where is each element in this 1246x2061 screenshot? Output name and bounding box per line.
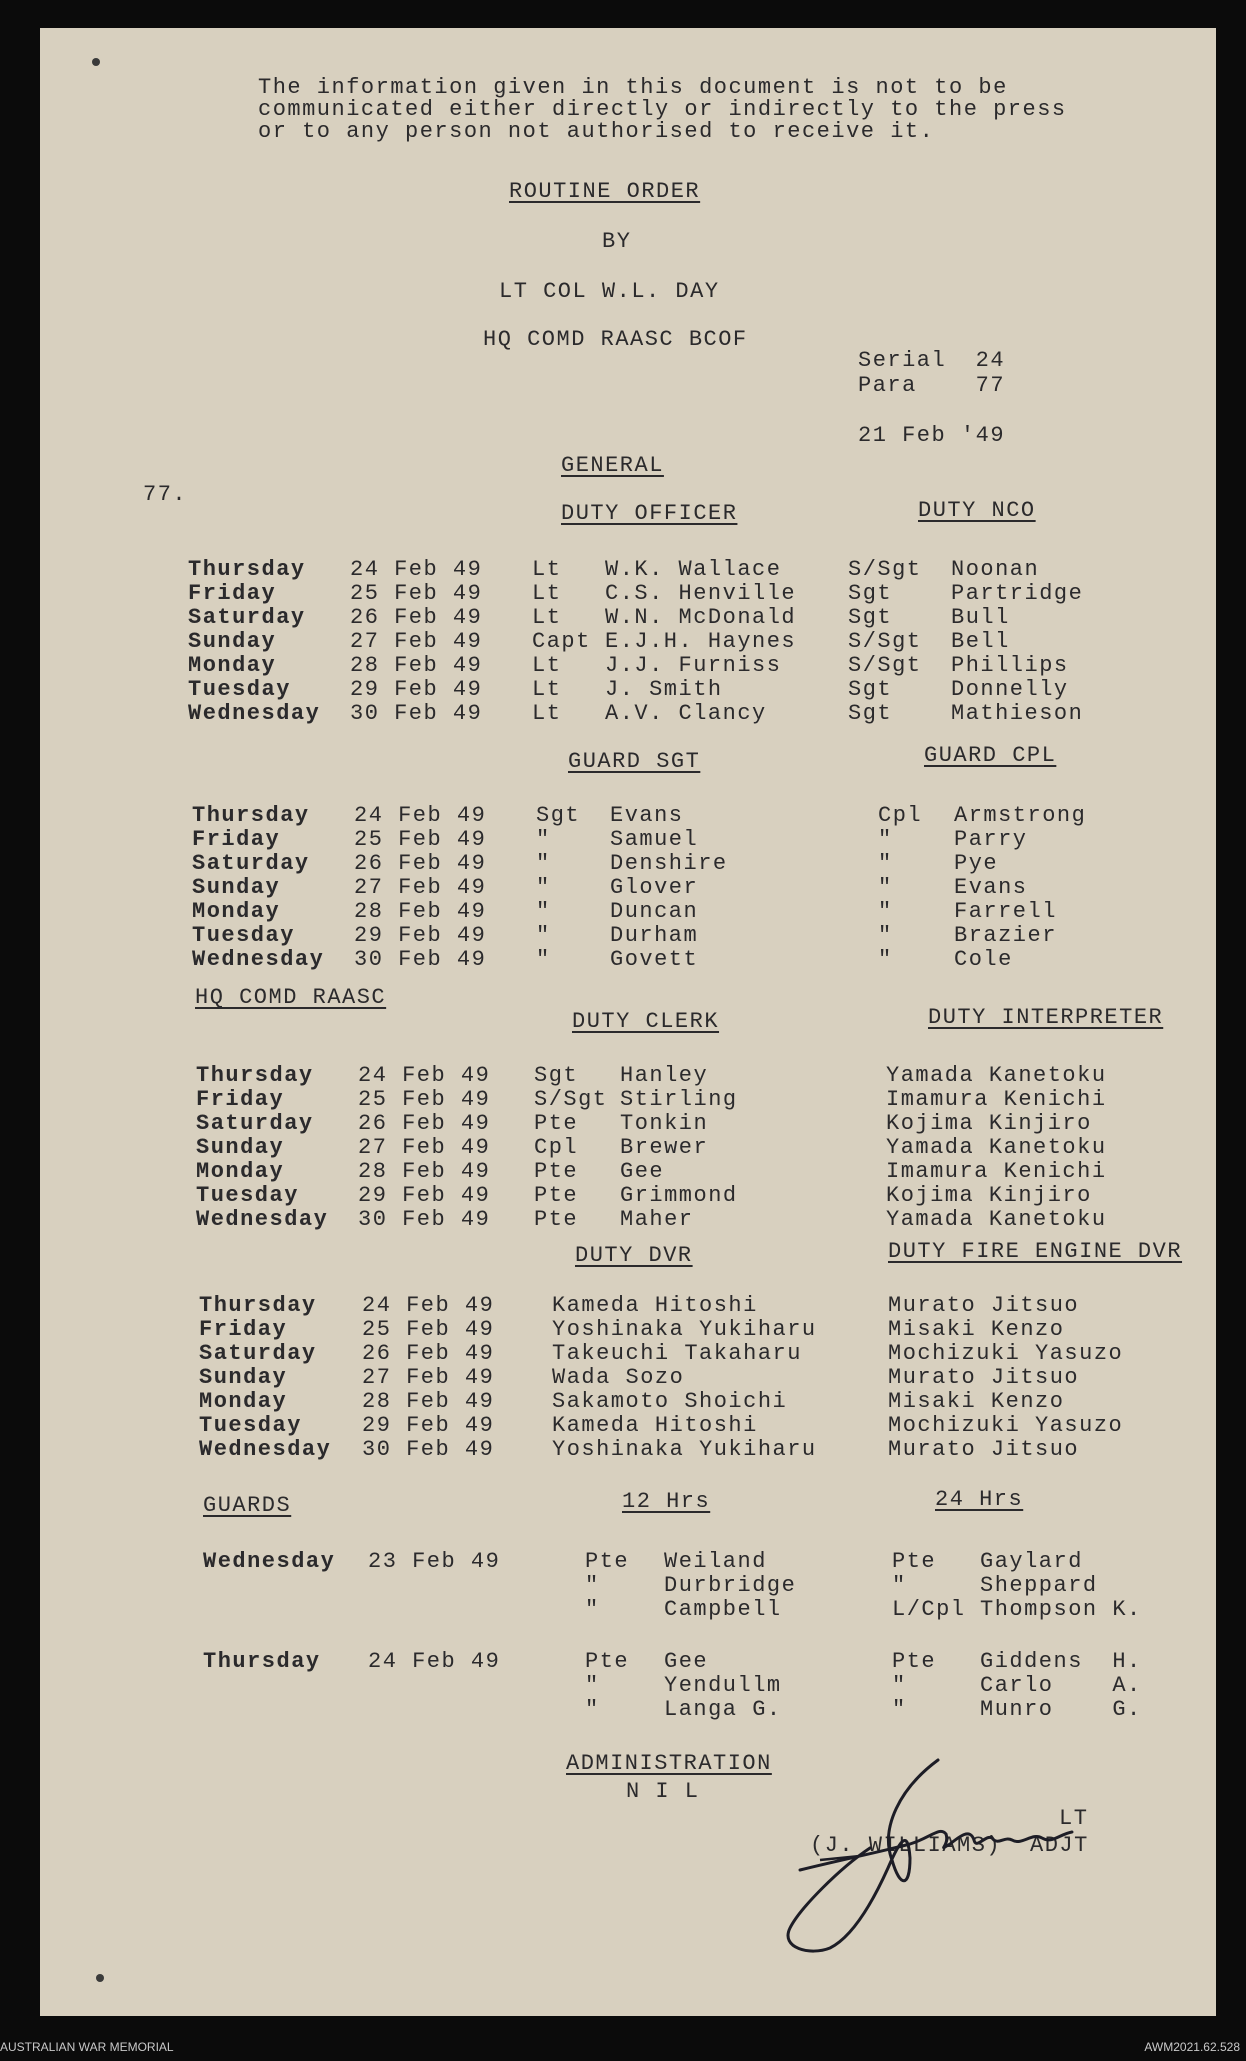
duty-officer-heading: DUTY OFFICER (561, 501, 738, 526)
order-date: 21 Feb '49 (858, 423, 1006, 448)
guard-cell: Durham (610, 923, 699, 948)
dvr-cell: Yoshinaka Yukiharu (552, 1317, 817, 1342)
clerk-cell: Imamura Kenichi (886, 1087, 1107, 1112)
para-number: 77. (143, 482, 188, 507)
duty-clerk-heading: DUTY CLERK (572, 1009, 720, 1034)
guard-cell: 30 Feb 49 (354, 947, 487, 972)
guard-cell: Armstrong (954, 803, 1087, 828)
guard-cell: " (878, 899, 893, 924)
guard-cell: " (878, 875, 893, 900)
guards-12hrs-heading: 12 Hrs (622, 1489, 711, 1514)
signatory-role: ADJT (1030, 1833, 1089, 1858)
signatory-rank: LT (1059, 1806, 1089, 1831)
duty_officer-cell: Sgt (848, 677, 893, 702)
dvr-cell: Mochizuki Yasuzo (888, 1341, 1124, 1366)
guard-cell: Duncan (610, 899, 699, 924)
dvr-cell: Yoshinaka Yukiharu (552, 1437, 817, 1462)
punch-mark (96, 1974, 104, 1982)
duty_officer-cell: Tuesday (188, 677, 291, 702)
duty_officer-cell: Friday (188, 581, 277, 606)
administration-heading: ADMINISTRATION (566, 1751, 772, 1776)
guards-cell: " (585, 1597, 600, 1622)
duty_officer-cell: Lt (532, 677, 562, 702)
guard-cell: Pye (954, 851, 999, 876)
dvr-cell: Mochizuki Yasuzo (888, 1413, 1124, 1438)
guards-24hrs-heading: 24 Hrs (935, 1487, 1024, 1512)
duty-dvr-heading: DUTY DVR (575, 1243, 693, 1268)
dvr-cell: Misaki Kenzo (888, 1389, 1065, 1414)
guard-cell: Sgt (536, 803, 581, 828)
duty_officer-cell: Lt (532, 581, 562, 606)
clerk-cell: 29 Feb 49 (358, 1183, 491, 1208)
clerk-cell: 30 Feb 49 (358, 1207, 491, 1232)
clerk-cell: Imamura Kenichi (886, 1159, 1107, 1184)
title: ROUTINE ORDER (509, 179, 701, 204)
duty_officer-cell: Bell (951, 629, 1010, 654)
clerk-cell: 24 Feb 49 (358, 1063, 491, 1088)
clerk-cell: Grimmond (620, 1183, 738, 1208)
clerk-cell: Wednesday (196, 1207, 329, 1232)
duty_officer-cell: Wednesday (188, 701, 321, 726)
duty_officer-cell: Noonan (951, 557, 1040, 582)
duty_officer-cell: Lt (532, 557, 562, 582)
clerk-cell: Stirling (620, 1087, 738, 1112)
guards-cell: 23 Feb 49 (368, 1549, 501, 1574)
clerk-cell: Yamada Kanetoku (886, 1135, 1107, 1160)
clerk-cell: 28 Feb 49 (358, 1159, 491, 1184)
guard-cell: " (878, 923, 893, 948)
duty_officer-cell: W.N. McDonald (605, 605, 797, 630)
duty-interpreter-heading: DUTY INTERPRETER (928, 1005, 1164, 1030)
guard-cell: Brazier (954, 923, 1057, 948)
dvr-cell: Takeuchi Takaharu (552, 1341, 802, 1366)
dvr-cell: 24 Feb 49 (362, 1293, 495, 1318)
duty_officer-cell: 29 Feb 49 (350, 677, 483, 702)
guard-cell: " (878, 827, 893, 852)
dvr-cell: Wednesday (199, 1437, 332, 1462)
guards-cell: L/Cpl (892, 1597, 966, 1622)
dvr-cell: Murato Jitsuo (888, 1365, 1080, 1390)
guard-cell: Thursday (192, 803, 310, 828)
guard-cell: Cpl (878, 803, 923, 828)
dvr-cell: 28 Feb 49 (362, 1389, 495, 1414)
duty_officer-cell: Saturday (188, 605, 306, 630)
dvr-cell: Kameda Hitoshi (552, 1293, 758, 1318)
duty_officer-cell: Thursday (188, 557, 306, 582)
guards-cell: Thompson K. (980, 1597, 1142, 1622)
guard-cell: 24 Feb 49 (354, 803, 487, 828)
guards-cell: " (892, 1673, 907, 1698)
clerk-cell: Tonkin (620, 1111, 709, 1136)
duty_officer-cell: Monday (188, 653, 277, 678)
guard-cell: 26 Feb 49 (354, 851, 487, 876)
guard-cell: " (536, 947, 551, 972)
dvr-cell: Monday (199, 1389, 288, 1414)
guards-cell: Gaylard (980, 1549, 1083, 1574)
footer-credit: AUSTRALIAN WAR MEMORIAL (0, 2040, 174, 2054)
duty_officer-cell: S/Sgt (848, 557, 922, 582)
notice-line: or to any person not authorised to receive it. (258, 119, 935, 144)
clerk-cell: Pte (534, 1207, 579, 1232)
guards-cell: " (585, 1673, 600, 1698)
guard-cell: Saturday (192, 851, 310, 876)
signature (760, 1748, 1150, 1958)
duty_officer-cell: E.J.H. Haynes (605, 629, 797, 654)
guard-cell: " (536, 827, 551, 852)
dvr-cell: Misaki Kenzo (888, 1317, 1065, 1342)
duty_officer-cell: A.V. Clancy (605, 701, 767, 726)
duty_officer-cell: 30 Feb 49 (350, 701, 483, 726)
dvr-cell: 27 Feb 49 (362, 1365, 495, 1390)
para: Para 77 (858, 373, 1006, 398)
punch-mark (92, 58, 100, 66)
guard-cell: Friday (192, 827, 281, 852)
guards-cell: 24 Feb 49 (368, 1649, 501, 1674)
guards-cell: Giddens H. (980, 1649, 1142, 1674)
clerk-cell: Sunday (196, 1135, 285, 1160)
guard-cell: Evans (610, 803, 684, 828)
guards-cell: Langa G. (664, 1697, 782, 1722)
guard-cpl-heading: GUARD CPL (924, 743, 1057, 768)
duty_officer-cell: Sgt (848, 701, 893, 726)
unit-name: HQ COMD RAASC BCOF (483, 327, 748, 352)
guard-cell: Samuel (610, 827, 699, 852)
clerk-cell: Pte (534, 1183, 579, 1208)
duty_officer-cell: Lt (532, 701, 562, 726)
guards-cell: Pte (585, 1649, 630, 1674)
guards-cell: Yendullm (664, 1673, 782, 1698)
duty_officer-cell: Partridge (951, 581, 1084, 606)
guards-cell: Sheppard (980, 1573, 1098, 1598)
guards-cell: Pte (585, 1549, 630, 1574)
guard-cell: Sunday (192, 875, 281, 900)
dvr-cell: Kameda Hitoshi (552, 1413, 758, 1438)
guard-cell: 28 Feb 49 (354, 899, 487, 924)
clerk-cell: Sgt (534, 1063, 579, 1088)
guards-cell: Gee (664, 1649, 709, 1674)
duty_officer-cell: Lt (532, 605, 562, 630)
duty_officer-cell: S/Sgt (848, 653, 922, 678)
guard-cell: 25 Feb 49 (354, 827, 487, 852)
duty_officer-cell: Bull (951, 605, 1010, 630)
guard-cell: Cole (954, 947, 1013, 972)
fire-engine-dvr-heading: DUTY FIRE ENGINE DVR (888, 1239, 1183, 1264)
guard-cell: Monday (192, 899, 281, 924)
guard-cell: " (878, 851, 893, 876)
guard-cell: Glover (610, 875, 699, 900)
clerk-cell: 25 Feb 49 (358, 1087, 491, 1112)
duty_officer-cell: J. Smith (605, 677, 723, 702)
clerk-cell: Friday (196, 1087, 285, 1112)
guards-cell: " (892, 1573, 907, 1598)
guards-cell: Carlo A. (980, 1673, 1142, 1698)
guards-cell: " (585, 1573, 600, 1598)
duty_officer-cell: Lt (532, 653, 562, 678)
clerk-cell: Brewer (620, 1135, 709, 1160)
guard-cell: Denshire (610, 851, 728, 876)
duty_officer-cell: 27 Feb 49 (350, 629, 483, 654)
dvr-cell: Thursday (199, 1293, 317, 1318)
clerk-cell: Pte (534, 1159, 579, 1184)
duty_officer-cell: W.K. Wallace (605, 557, 782, 582)
administration-value: N I L (626, 1779, 700, 1804)
document-page (40, 28, 1216, 2016)
guards-cell: Pte (892, 1649, 937, 1674)
duty_officer-cell: 26 Feb 49 (350, 605, 483, 630)
dvr-cell: Sunday (199, 1365, 288, 1390)
duty_officer-cell: S/Sgt (848, 629, 922, 654)
dvr-cell: Sakamoto Shoichi (552, 1389, 788, 1414)
dvr-cell: 30 Feb 49 (362, 1437, 495, 1462)
clerk-cell: Yamada Kanetoku (886, 1207, 1107, 1232)
guard-cell: Tuesday (192, 923, 295, 948)
guard-cell: " (536, 899, 551, 924)
by-line: BY (602, 229, 632, 254)
dvr-cell: Wada Sozo (552, 1365, 685, 1390)
dvr-cell: Friday (199, 1317, 288, 1342)
clerk-cell: Pte (534, 1111, 579, 1136)
footer-accession: AWM2021.62.528 (1144, 2040, 1240, 2054)
duty_officer-cell: Sunday (188, 629, 277, 654)
duty_officer-cell: Capt (532, 629, 591, 654)
guard-cell: 29 Feb 49 (354, 923, 487, 948)
clerk-cell: 27 Feb 49 (358, 1135, 491, 1160)
duty_officer-cell: 24 Feb 49 (350, 557, 483, 582)
dvr-cell: 26 Feb 49 (362, 1341, 495, 1366)
guard-cell: Parry (954, 827, 1028, 852)
clerk-cell: 26 Feb 49 (358, 1111, 491, 1136)
signatory-name: (J. WILLIAMS) (810, 1833, 1002, 1858)
guards-cell: " (892, 1697, 907, 1722)
guards-cell: Durbridge (664, 1573, 797, 1598)
guard-cell: Farrell (954, 899, 1057, 924)
guard-cell: " (536, 875, 551, 900)
duty_officer-cell: Phillips (951, 653, 1069, 678)
dvr-cell: Murato Jitsuo (888, 1293, 1080, 1318)
guard-cell: " (536, 851, 551, 876)
guards-cell: Thursday (203, 1649, 321, 1674)
section-general: GENERAL (561, 453, 664, 478)
notice-line: The information given in this document is not to be (258, 75, 1008, 100)
dvr-cell: 29 Feb 49 (362, 1413, 495, 1438)
hq-comd-heading: HQ COMD RAASC (195, 985, 387, 1010)
serial: Serial 24 (858, 348, 1006, 373)
dvr-cell: 25 Feb 49 (362, 1317, 495, 1342)
guard-cell: Govett (610, 947, 699, 972)
guards-heading: GUARDS (203, 1493, 292, 1518)
clerk-cell: Yamada Kanetoku (886, 1063, 1107, 1088)
clerk-cell: Kojima Kinjiro (886, 1183, 1092, 1208)
duty_officer-cell: 25 Feb 49 (350, 581, 483, 606)
guards-cell: Munro G. (980, 1697, 1142, 1722)
guards-cell: " (585, 1697, 600, 1722)
officer-name: LT COL W.L. DAY (499, 279, 720, 304)
duty_officer-cell: Donnelly (951, 677, 1069, 702)
duty_officer-cell: Mathieson (951, 701, 1084, 726)
guard-cell: " (536, 923, 551, 948)
guard-cell: Wednesday (192, 947, 325, 972)
clerk-cell: Cpl (534, 1135, 579, 1160)
guard-sgt-heading: GUARD SGT (568, 749, 701, 774)
duty_officer-cell: C.S. Henville (605, 581, 797, 606)
clerk-cell: Maher (620, 1207, 694, 1232)
clerk-cell: S/Sgt (534, 1087, 608, 1112)
clerk-cell: Kojima Kinjiro (886, 1111, 1092, 1136)
dvr-cell: Tuesday (199, 1413, 302, 1438)
duty_officer-cell: Sgt (848, 605, 893, 630)
clerk-cell: Monday (196, 1159, 285, 1184)
duty-nco-heading: DUTY NCO (918, 498, 1036, 523)
duty_officer-cell: J.J. Furniss (605, 653, 782, 678)
clerk-cell: Gee (620, 1159, 665, 1184)
guards-cell: Weiland (664, 1549, 767, 1574)
guards-cell: Campbell (664, 1597, 782, 1622)
guard-cell: Evans (954, 875, 1028, 900)
notice-line: communicated either directly or indirectly to the press (258, 97, 1067, 122)
guard-cell: 27 Feb 49 (354, 875, 487, 900)
clerk-cell: Saturday (196, 1111, 314, 1136)
guards-cell: Pte (892, 1549, 937, 1574)
guards-cell: Wednesday (203, 1549, 336, 1574)
guard-cell: " (878, 947, 893, 972)
duty_officer-cell: Sgt (848, 581, 893, 606)
dvr-cell: Saturday (199, 1341, 317, 1366)
clerk-cell: Thursday (196, 1063, 314, 1088)
clerk-cell: Hanley (620, 1063, 709, 1088)
dvr-cell: Murato Jitsuo (888, 1437, 1080, 1462)
duty_officer-cell: 28 Feb 49 (350, 653, 483, 678)
clerk-cell: Tuesday (196, 1183, 299, 1208)
